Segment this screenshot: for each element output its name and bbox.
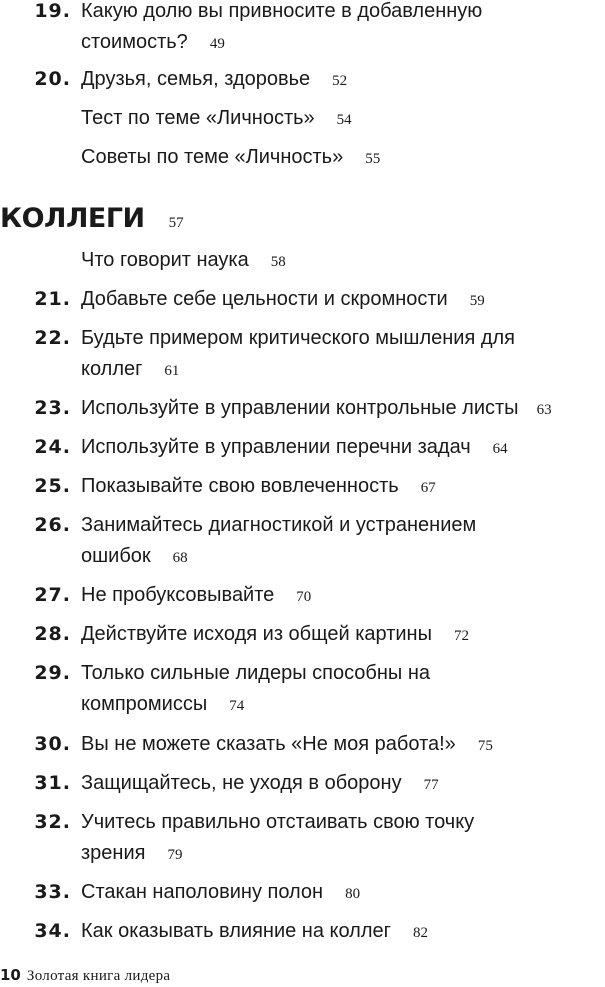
entry-number: 20.	[34, 68, 71, 90]
entry-title: Стакан наполовину полон	[81, 881, 324, 903]
entry-title: Что говорит наука	[81, 249, 249, 271]
entry-page: 80	[345, 886, 361, 902]
entry-title: Будьте примером критического мышления для коллег	[81, 327, 516, 380]
section-page: 57	[168, 215, 184, 231]
entry-number: 21.	[34, 288, 71, 310]
entry-number: 25.	[34, 475, 71, 497]
entry-number: 33.	[34, 881, 71, 903]
entry-title: Советы по теме «Личность»	[81, 146, 344, 168]
entry-page: 67	[420, 480, 436, 496]
entry-number: 26.	[34, 514, 71, 536]
entry-title: Занимайтесь диагностикой и устранением ошибок	[81, 514, 477, 567]
page-footer	[0, 964, 170, 987]
entry-number: 31.	[34, 772, 71, 794]
entry-page: 82	[412, 925, 428, 941]
entry-page: 52	[332, 73, 348, 89]
section-title: КОЛЛЕГИ	[0, 203, 145, 234]
entry-number: 22.	[34, 327, 71, 349]
entry-number: 23.	[34, 397, 71, 419]
entry-page: 54	[336, 112, 352, 128]
entry-page: 74	[229, 697, 245, 714]
entry-title: Действуйте исходя из общей картины	[81, 623, 432, 645]
entry-title: Тест по теме «Личность»	[81, 107, 315, 129]
entry-title: Какую долю вы привносите в добавленную стоимость?	[81, 0, 483, 53]
entry-page: 49	[209, 35, 225, 52]
entry-title: Добавьте себе цельности и скромности	[81, 288, 448, 310]
entry-number: 28.	[34, 623, 71, 645]
entry-title: Используйте в управлении контрольные листы	[81, 397, 519, 419]
entry-title: Друзья, семья, здоровье	[81, 68, 311, 90]
entry-page: 68	[172, 549, 188, 566]
footer-book-title: Золотая книга лидера	[26, 968, 171, 984]
footer-page-number: 10	[0, 966, 21, 984]
entry-page: 79	[167, 846, 183, 863]
entry-title: Защищайтесь, не уходя в оборону	[81, 772, 402, 794]
entry-page: 63	[536, 402, 552, 418]
entry-number: 32.	[34, 811, 71, 833]
entry-number: 27.	[34, 584, 71, 606]
entry-page: 72	[453, 628, 469, 644]
entry-number: 29.	[34, 662, 71, 684]
entry-title: Как оказывать влияние на коллег	[81, 920, 391, 942]
entry-page: 58	[270, 254, 286, 270]
entry-title: Учитесь правильно отстаивать свою точку зрения	[81, 811, 475, 864]
entry-page: 55	[365, 151, 381, 167]
entry-title: Вы не можете сказать «Не моя работа!»	[81, 733, 456, 755]
entry-page: 75	[477, 738, 493, 754]
entry-title: Используйте в управлении перечни задач	[81, 436, 471, 458]
entry-page: 59	[469, 293, 485, 309]
entry-number: 30.	[34, 733, 71, 755]
entry-title: Показывайте свою вовлеченность	[81, 475, 399, 497]
entry-number: 24.	[34, 436, 71, 458]
entry-title: Только сильные лидеры способны на компромиссы	[81, 662, 431, 715]
entry-page: 70	[296, 589, 312, 605]
entry-page: 77	[423, 777, 439, 793]
entry-page: 64	[492, 441, 508, 457]
entry-number: 34.	[34, 920, 71, 942]
entry-title: Не пробуксовывайте	[81, 584, 275, 606]
entry-number: 19.	[34, 0, 71, 22]
section-heading	[0, 202, 184, 240]
entry-page: 61	[164, 362, 180, 379]
